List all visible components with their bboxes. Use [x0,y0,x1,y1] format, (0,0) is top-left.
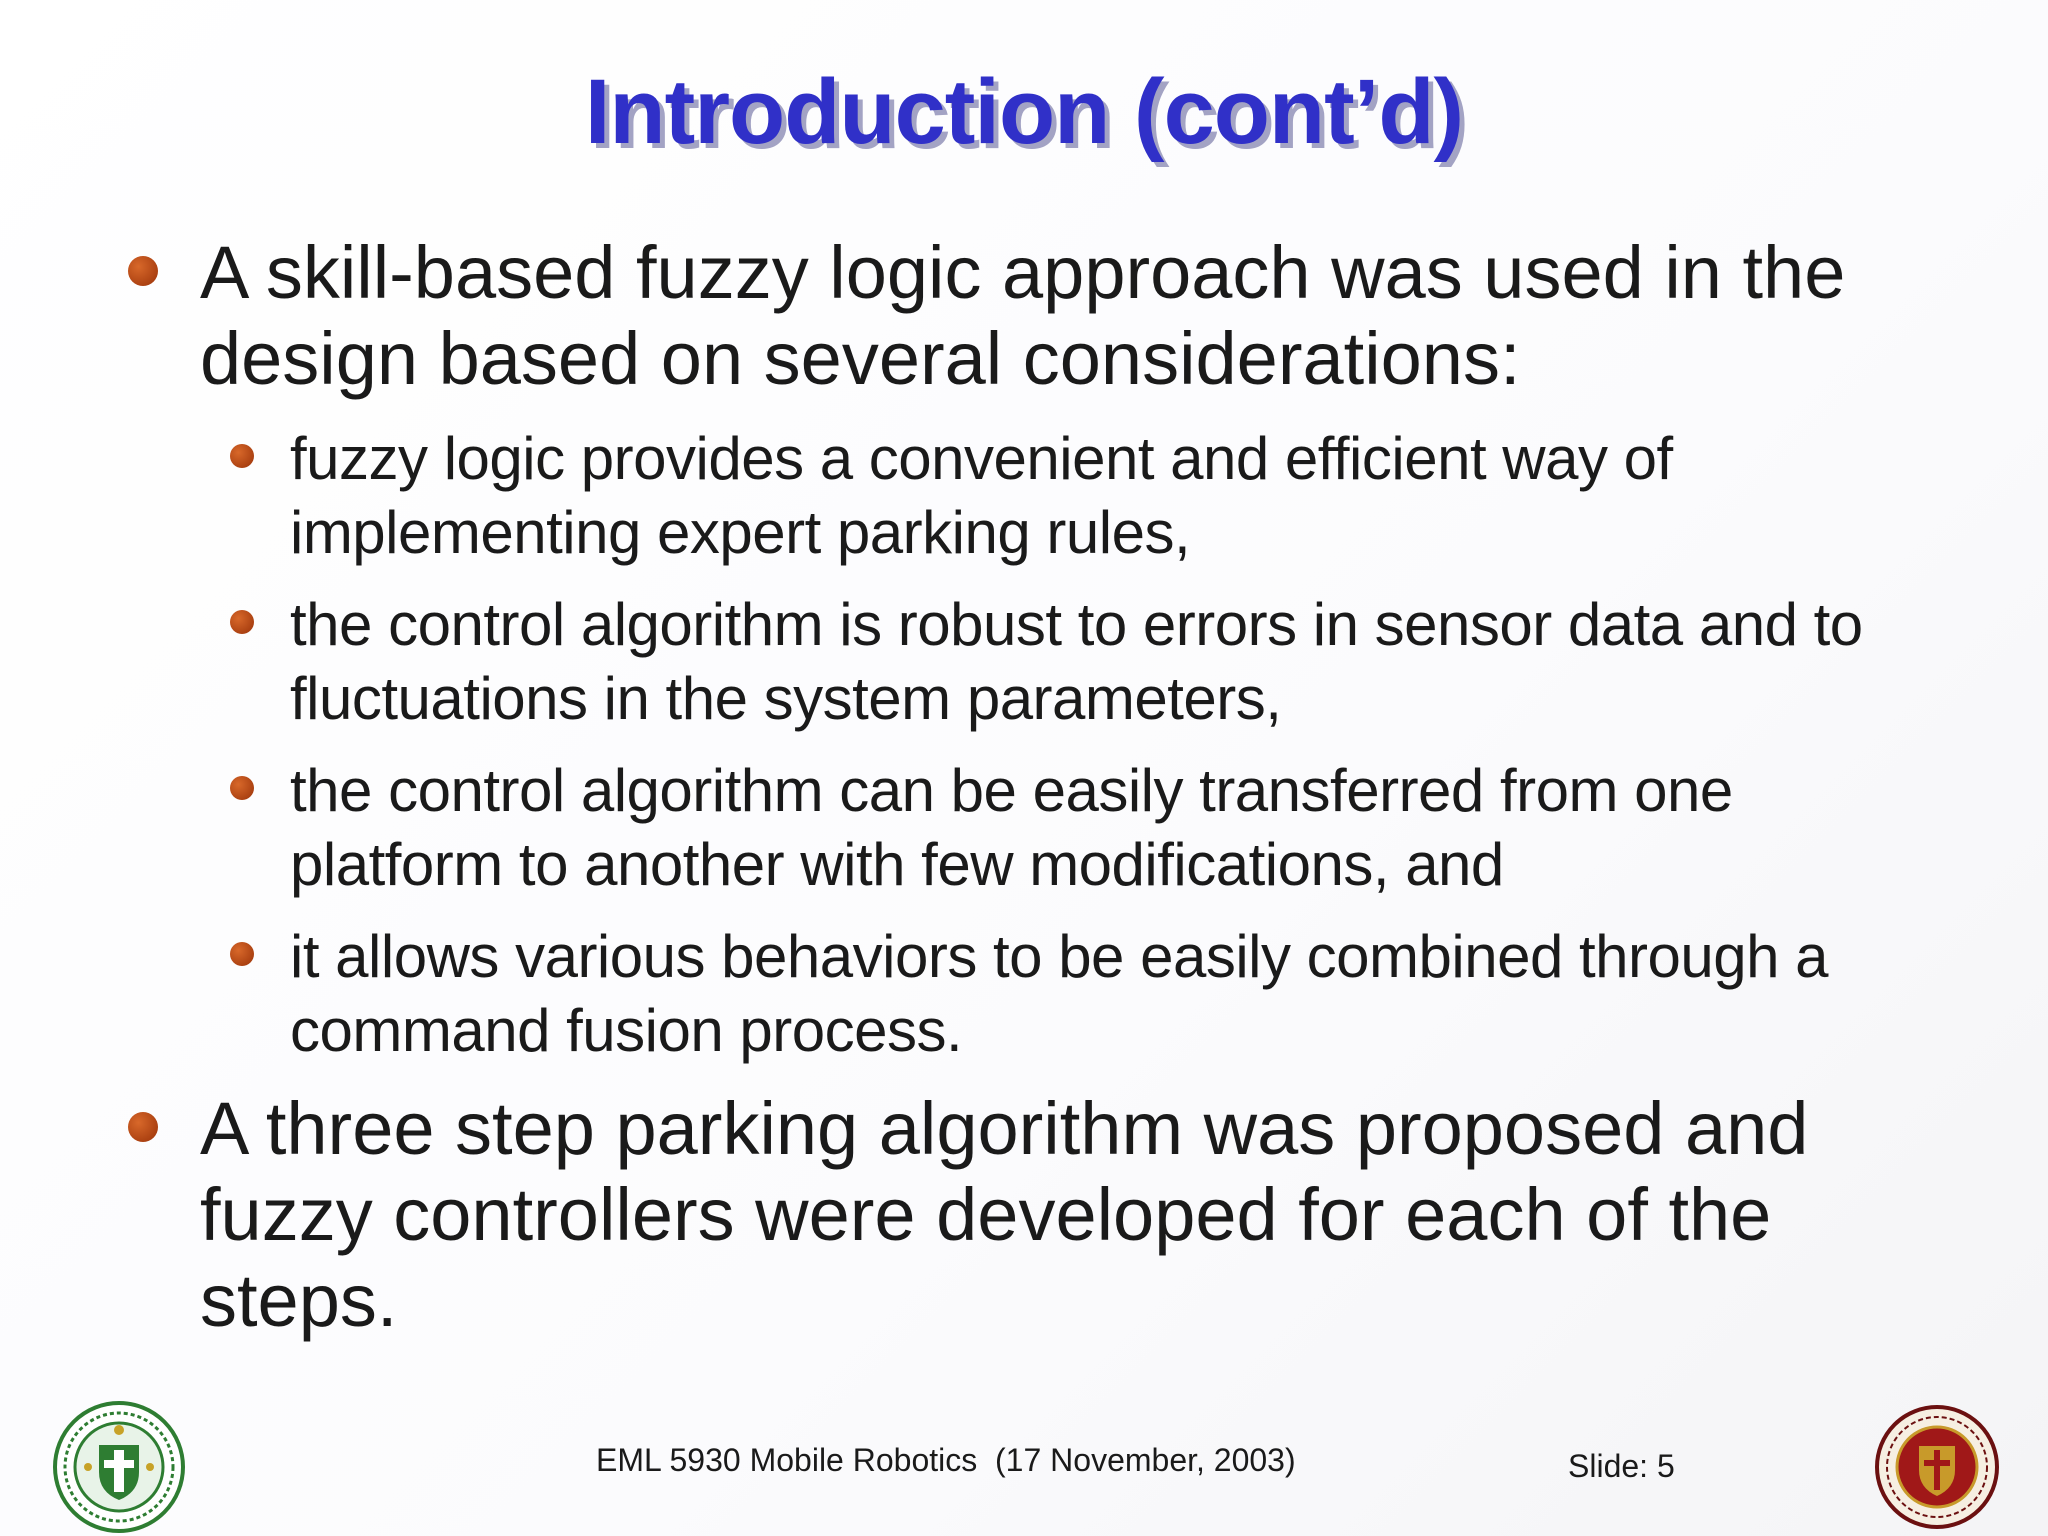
slide-title: Introduction (cont’d) [584,61,1464,163]
bullet-item [120,1086,1950,1344]
slide-number: Slide: 5 [1568,1448,1675,1484]
bullet-dot-icon [230,776,254,800]
bullet-dot-icon [128,256,158,286]
sub-bullet-text: fuzzy logic provides a convenient and efficient way of implementing expert parking rules, [290,425,1673,566]
sub-bullet-list [120,422,1950,1068]
sub-bullet-text: the control algorithm can be easily transferred from one platform to another with few modifications, and [290,757,1733,898]
bullet-item [120,230,1950,402]
slide-content [120,230,1950,1364]
bullet-text: A skill-based fuzzy logic approach was used in the design based on several considerations: [200,231,1846,400]
bullet-dot-icon [230,610,254,634]
university-seal-green-icon [52,1400,186,1534]
sub-bullet-item [120,920,1950,1068]
sub-bullet-item [120,588,1950,736]
bullet-dot-icon [230,444,254,468]
sub-bullet-item [120,422,1950,570]
sub-bullet-text: the control algorithm is robust to errors in sensor data and to fluctuations in the system parameters, [290,591,1863,732]
university-seal-red-icon [1874,1404,2000,1530]
bullet-dot-icon [230,942,254,966]
bullet-dot-icon [128,1112,158,1142]
sub-bullet-item [120,754,1950,902]
sub-bullet-text: it allows various behaviors to be easily combined through a command fusion process. [290,923,1829,1064]
footer-course-date: EML 5930 Mobile Robotics (17 November, 2003) [596,1442,1296,1478]
bullet-text: A three step parking algorithm was proposed and fuzzy controllers were developed for each of the steps. [200,1087,1809,1342]
